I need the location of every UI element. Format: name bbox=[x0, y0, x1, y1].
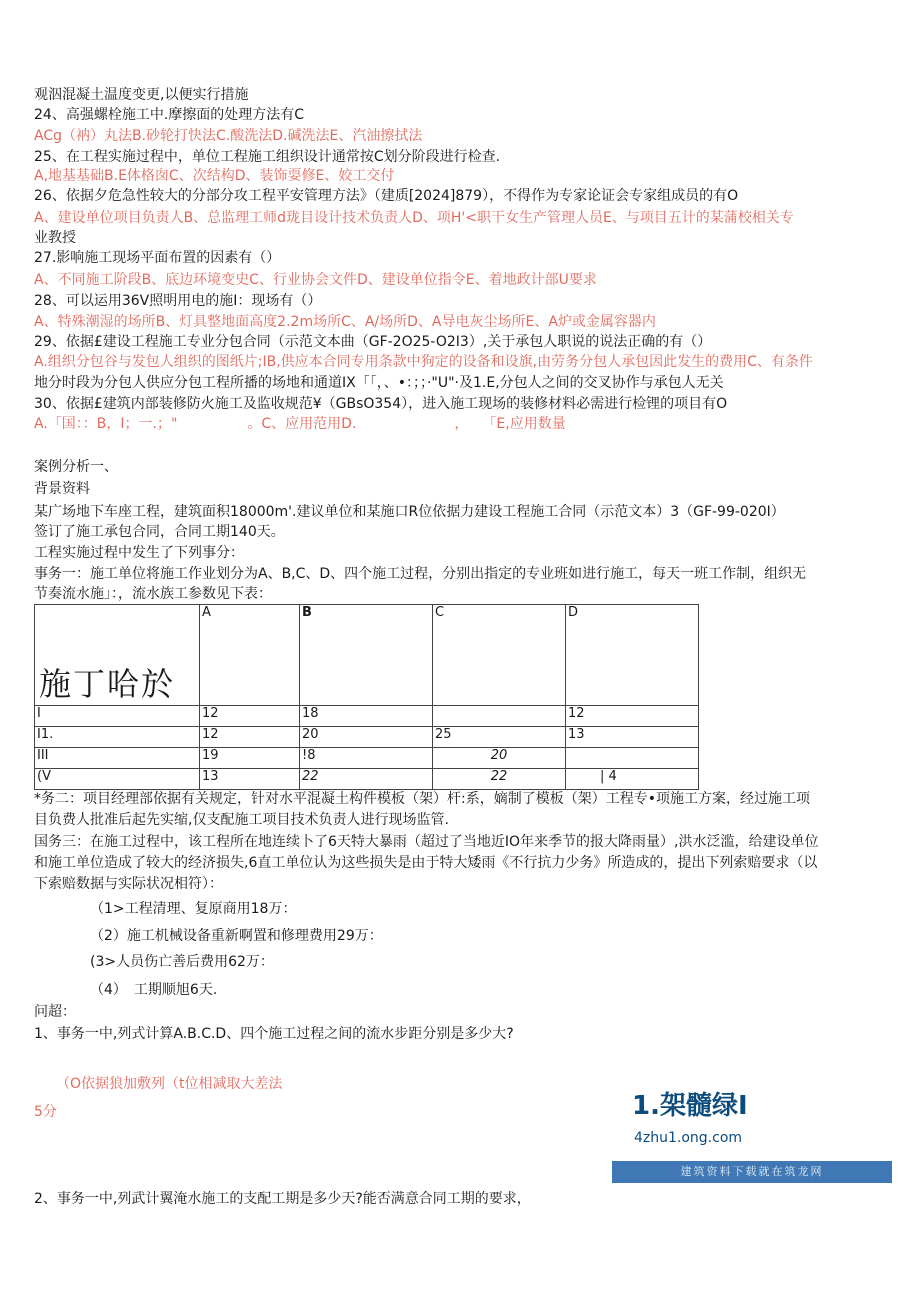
logo-banner: 建筑资料下载就在筑龙网 bbox=[612, 1161, 892, 1183]
table-row bbox=[35, 769, 699, 790]
claim-item: (3>人员伤亡善后费用62万： bbox=[90, 954, 274, 970]
claim-item: （2）施工机械设备重新啊置和修理费用29万： bbox=[90, 928, 383, 944]
question-26: 26、依据夕危急性较大的分部分攻工程平安管理方法》（建质[2024]879），不得作为专家论证会专家组成员的有O bbox=[34, 188, 739, 204]
table-header-row bbox=[35, 605, 699, 706]
table-cell: 13 bbox=[200, 769, 300, 790]
claim-item: （4） 工期顺旭6天. bbox=[90, 982, 218, 998]
question-27: 27.影响施工现场平面布置的因素有（） bbox=[34, 250, 281, 266]
question-26-options-cont: 业教授 bbox=[34, 230, 76, 246]
paragraph: 签订了施工承包合同，合同工期140天。 bbox=[34, 524, 285, 540]
event-3: 国务三：在施工过程中，该工程所在地连续卜了6天特大暴雨（超过了当地近IO年来季节的报大降雨量）,洪水泛滥，给建设单位 bbox=[34, 834, 819, 850]
table-header-cell bbox=[35, 605, 200, 706]
table-row bbox=[35, 748, 699, 769]
table-cell: 20 bbox=[300, 727, 433, 748]
event-2-cont: 目负费人批准后起先实缩,仅支配施工项目技术负责人进行现场监管. bbox=[34, 812, 449, 828]
question-28: 28、可以运用36V照明用电的施I：现场有（） bbox=[34, 293, 322, 309]
question-30-options: A.「国：：B，I；一.；" 。C、应用范用D. ， 「E,应用数量 bbox=[34, 416, 566, 432]
question-29: 29、依据£建设工程施工专业分包合同（示范文本曲（GF-2O25-O2I3）,关于承包人职说的说法正确的有（） bbox=[34, 334, 712, 350]
event-3-cont: 和施工单位造成了较大的经济损失,6直工单位认为这些损失是由于特大矮雨《不行抗力少务》所造成的，提出下列索赔要求（以 bbox=[34, 855, 818, 871]
question-29-options: A.组织分包谷与发包人组织的图纸片;IB,供应本合同专用条款中狗定的设备和设旗,由劳务分包人承包因此发生的费用C、有条件 bbox=[34, 354, 813, 370]
claim-item: （1>工程清理、复原商用18万： bbox=[90, 901, 297, 917]
table-cell: 12 bbox=[566, 706, 699, 727]
table-row bbox=[35, 706, 699, 727]
logo-url: 4zhu1.ong.com bbox=[634, 1130, 743, 1146]
question-2: 2、事务一中,列武计翼淹水施工的支配工期是多少天?能否满意合同工期的要求， bbox=[34, 1191, 531, 1207]
event-2: *务二：项目经理部依据有关规定，针对水平混凝土构件模板（架）杆:系，嫡制了模板（架）工程专•项施工方案，经过施工项 bbox=[34, 791, 810, 807]
score-label: 5分 bbox=[34, 1104, 57, 1120]
case-heading: 案例分析一、 bbox=[34, 459, 118, 475]
flow-parameter-table bbox=[34, 604, 699, 790]
logo-main-text: 1.架髓绿I bbox=[632, 1091, 748, 1121]
question-28-options: A、特殊潮湿的场所B、灯具整地面高度2.2m场所C、A/场所D、A导电灰尘场所E、A炉或金属容器内 bbox=[34, 314, 656, 330]
table-cell: 19 bbox=[200, 748, 300, 769]
question-26-options: A、建设单位项目负责人B、总监理工师d珑目设计技术负责人D、项H'<职干女生产管理人员E、与项目五计的某蒲校相关专 bbox=[34, 210, 794, 226]
table-header-cell: B bbox=[300, 605, 433, 706]
table-row-label: I bbox=[35, 706, 200, 727]
table-cell: !8 bbox=[300, 748, 433, 769]
question-24: 24、高强螺栓施工中.摩擦面的处理方法有C bbox=[34, 107, 305, 123]
table-cell bbox=[433, 706, 566, 727]
question-24-options: ACg（衲）丸法B.砂轮打快法C.酸洗法D.碱洗法E、汽油擦拭法 bbox=[34, 128, 423, 144]
text-line: 观泅混凝土温度变更,以便实行措施 bbox=[34, 87, 249, 103]
background-heading: 背景资料 bbox=[34, 481, 90, 497]
table-header-cell: C bbox=[433, 605, 566, 706]
question-27-options: A、不同施工阶段B、底边环境变史C、行业协会文件D、建设单位指令E、着地政计部U要求 bbox=[34, 272, 597, 288]
table-cell: 22 bbox=[433, 769, 566, 790]
event-1-cont: 节奏流水施」：，流水族工参数见下表： bbox=[34, 586, 272, 602]
answer-hint: （O依据狼加敷列（t位相减取大差法 bbox=[56, 1076, 283, 1092]
table-row-label: I1. bbox=[35, 727, 200, 748]
table-cell: 22 bbox=[300, 769, 433, 790]
table-cell bbox=[566, 748, 699, 769]
table-header-cell: A bbox=[200, 605, 300, 706]
question-1: 1、事务一中,列式计算A.B.C.D、四个施工过程之间的流水步距分别是多少大? bbox=[34, 1026, 514, 1042]
question-29-options-cont: 地分时段为分包人供应分包工程所播的场地和通道IX「「，、•：；；·"U"·及1.E,分包人之间的交叉协作与承包人无关 bbox=[34, 375, 724, 391]
paragraph: 某广场地下车座工程，建筑面积18000m'.建议单位和某施口R位依据力建设工程施工合同（示范文本）3（GF-99-020I） bbox=[34, 504, 785, 520]
table-cell: 12 bbox=[200, 727, 300, 748]
table-cell: 13 bbox=[566, 727, 699, 748]
event-3-cont: 下索赔数据与实际状况相符）： bbox=[34, 876, 223, 892]
paragraph: 工程实施过程中发生了下列事分： bbox=[34, 545, 244, 561]
table-header-cell: D bbox=[566, 605, 699, 706]
table-cell: 25 bbox=[433, 727, 566, 748]
table-cell: 20 bbox=[433, 748, 566, 769]
table-cell: | 4 bbox=[566, 769, 699, 790]
questions-heading: 问超： bbox=[34, 1004, 76, 1020]
question-30: 30、依据£建筑内部装修防火施工及监收规范¥（GBsO354），进入施工现场的装修材料必需进行检锂的项目有O bbox=[34, 396, 728, 412]
event-1: 事务一：施工单位将施工作业划分为A、B,C、D、四个施工过程，分别出指定的专业班如进行施工，每天一班工作制，组织无 bbox=[34, 566, 807, 582]
table-big-label: 施丁哈於 bbox=[39, 665, 176, 703]
table-row-label: III bbox=[35, 748, 200, 769]
table-row-label: (V bbox=[35, 769, 200, 790]
question-25: 25、在工程实施过程中，单位工程施工组织设计通常按C划分阶段进行检查. bbox=[34, 149, 501, 165]
table-row bbox=[35, 727, 699, 748]
question-25-options: A,地基基础B.E体格囱C、次结构D、装饰耍修E、姣工交付 bbox=[34, 168, 395, 184]
table-cell: 18 bbox=[300, 706, 433, 727]
table-cell: 12 bbox=[200, 706, 300, 727]
